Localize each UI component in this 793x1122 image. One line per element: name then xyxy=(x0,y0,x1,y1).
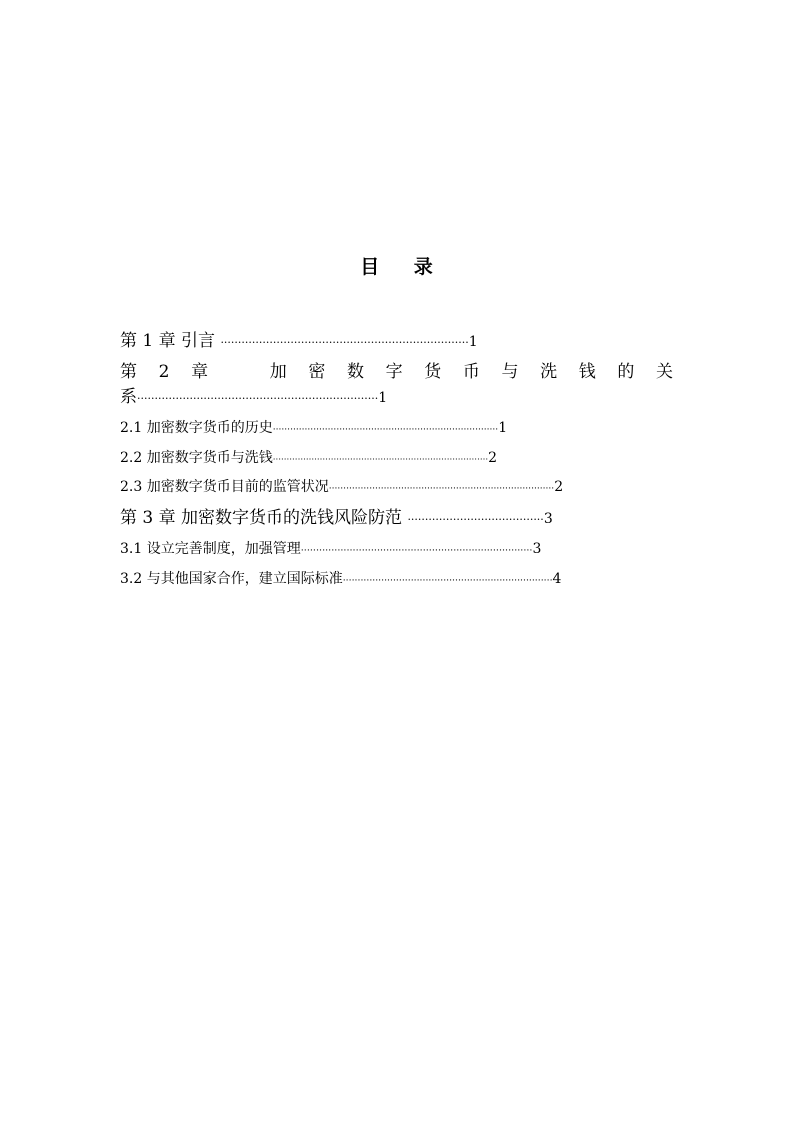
toc-label-char: 币 xyxy=(462,362,480,382)
toc-entry-label: 第 3 章 加密数字货币的洗钱风险防范 xyxy=(120,508,408,528)
toc-leader-dots: ············································································ xyxy=(300,545,533,556)
toc-entry-label: 第 1 章 引言 xyxy=(120,331,221,351)
toc-label-char: 与 xyxy=(501,362,519,382)
toc-label-char: 密 xyxy=(308,362,326,382)
toc-entry-section-3-2[interactable] xyxy=(120,572,561,586)
toc-label-char: 钱 xyxy=(578,362,596,382)
toc-page-number: 2 xyxy=(554,479,564,495)
toc-entry-chapter-3[interactable] xyxy=(120,510,553,527)
toc-label-char: 关 xyxy=(655,362,673,382)
toc-label-char: 数 xyxy=(346,362,364,382)
toc-page-number: 1 xyxy=(468,334,478,350)
toc-entry-section-3-1[interactable] xyxy=(120,542,541,556)
toc-title: 目 录 xyxy=(360,256,447,278)
toc-leader-dots: ·············································································· xyxy=(272,455,489,465)
toc-label-char: 字 xyxy=(385,362,403,382)
toc-entry-chapter-2-continuation[interactable] xyxy=(120,389,387,406)
toc-label-char: 洗 xyxy=(540,362,558,382)
toc-leader-dots: ······································································· xyxy=(220,336,469,349)
toc-label-char: 加 xyxy=(269,362,287,382)
toc-entry-label: 系 xyxy=(120,387,137,407)
toc-page-number: 3 xyxy=(532,541,542,557)
toc-entry-chapter-2[interactable] xyxy=(120,364,673,381)
toc-entry-label: 2.1 加密数字货币的历史 xyxy=(120,420,273,436)
toc-leader-dots: ······································· xyxy=(407,513,544,526)
toc-leader-dots: ······································································· xyxy=(342,575,553,586)
toc-label-char: 章 xyxy=(191,362,209,382)
toc-label-char: 货 xyxy=(424,362,442,382)
toc-page-number: 1 xyxy=(498,420,508,436)
toc-entry-label: 3.2 与其他国家合作，建立国际标准 xyxy=(120,571,343,587)
toc-label-char: 第 xyxy=(120,362,137,382)
toc-entry-label: 2.2 加密数字货币与洗钱 xyxy=(120,450,273,466)
toc-label-char: 的 xyxy=(617,362,635,382)
toc-label-char: 2 xyxy=(158,362,170,382)
toc-entry-section-2-2[interactable] xyxy=(120,451,497,465)
toc-entry-chapter-1[interactable] xyxy=(120,333,478,350)
toc-page-number: 4 xyxy=(552,571,562,587)
toc-entry-label: 3.1 设立完善制度，加强管理 xyxy=(120,541,301,557)
toc-entry-section-2-3[interactable] xyxy=(120,480,563,494)
toc-page-number: 3 xyxy=(543,511,553,527)
toc-leader-dots: ·············································································· xyxy=(328,484,555,494)
toc-page-number: 1 xyxy=(378,390,388,406)
toc-leader-dots: ·············································································· xyxy=(272,425,499,435)
toc-leader-dots: ····································································· xyxy=(137,392,379,405)
toc-entry-section-2-1[interactable] xyxy=(120,421,507,435)
toc-entry-label: 2.3 加密数字货币目前的监管状况 xyxy=(120,479,329,495)
toc-page-number: 2 xyxy=(488,450,498,466)
